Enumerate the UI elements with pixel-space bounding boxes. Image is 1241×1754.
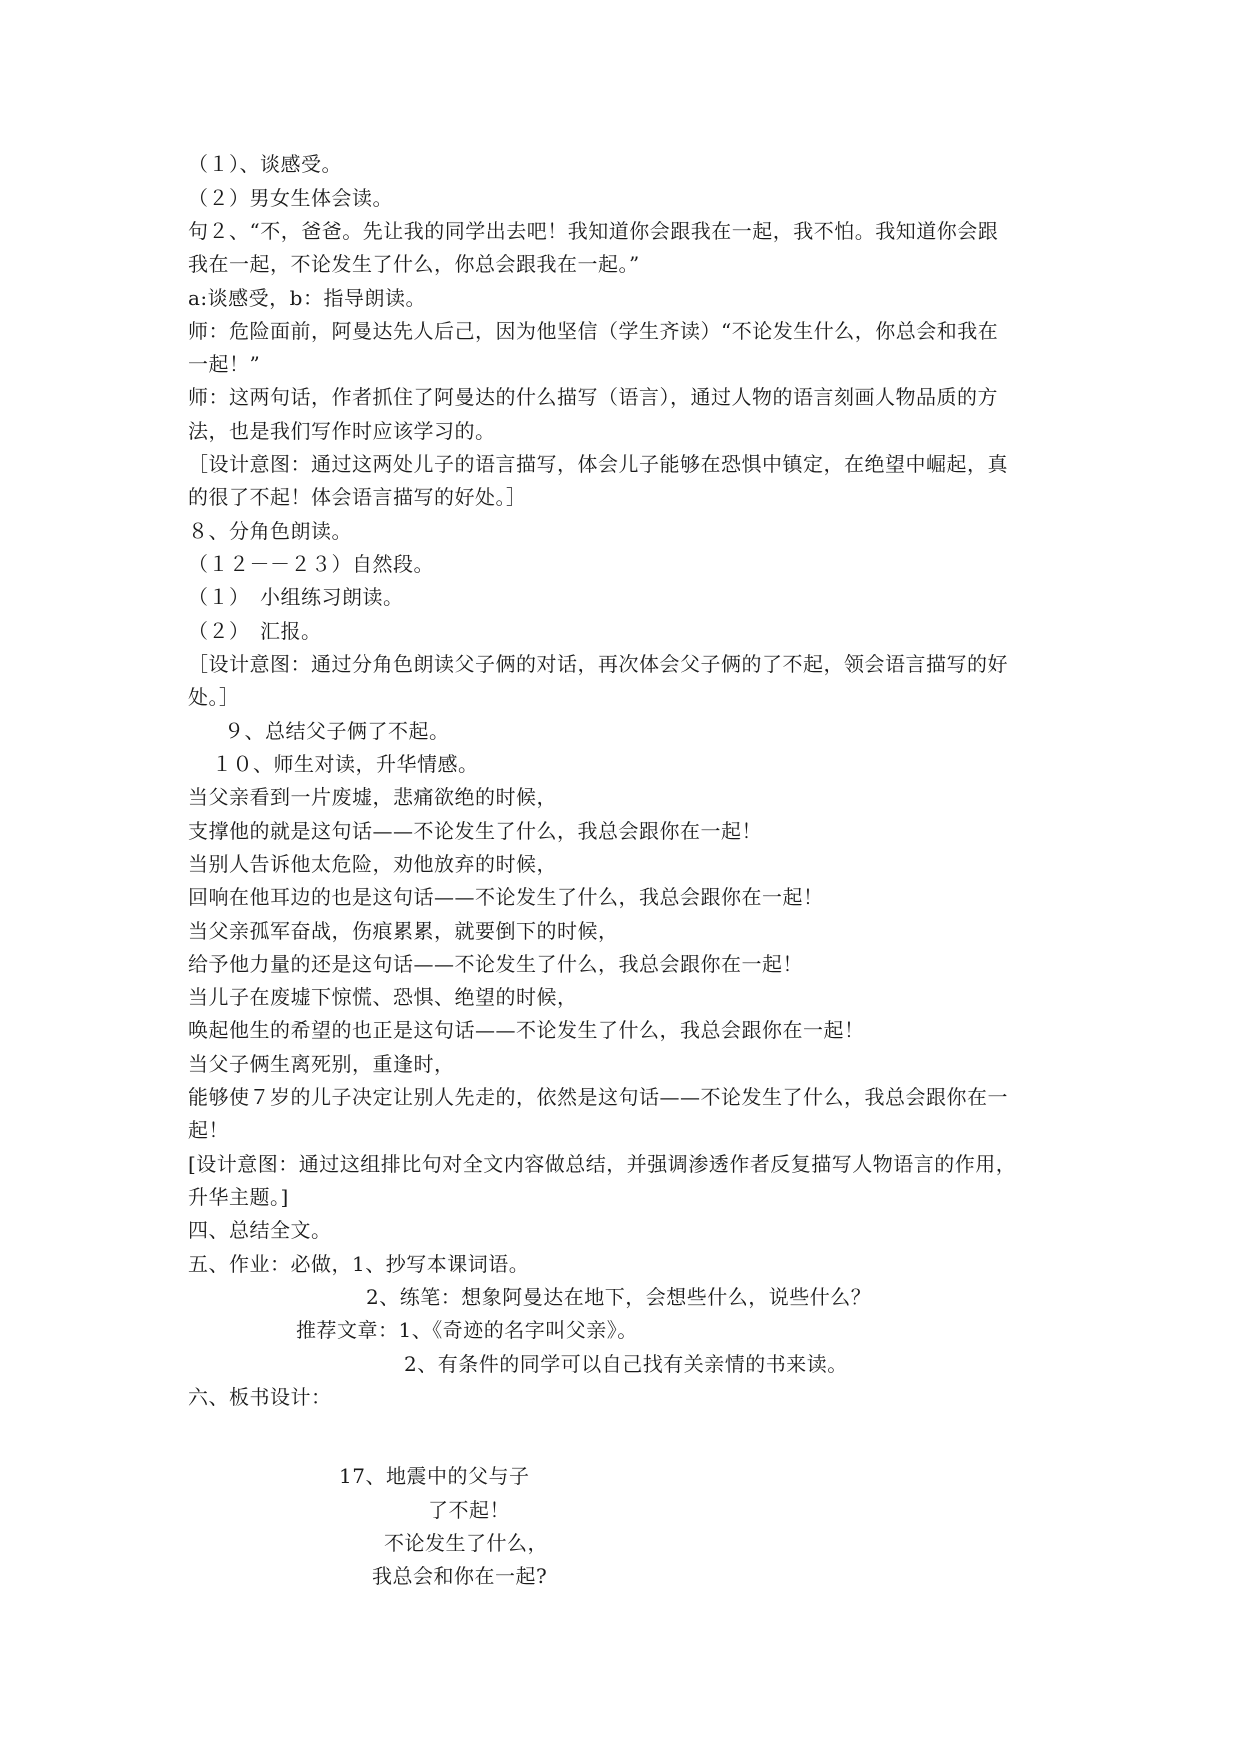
text-line: 法，也是我们写作时应该学习的。 xyxy=(188,419,496,443)
board-line: 不论发生了什么， xyxy=(384,1531,548,1555)
section-heading: ８、分角色朗读。 xyxy=(188,519,352,543)
text-line: 当别人告诉他太危险，劝他放弃的时候， xyxy=(188,852,557,876)
text-line: 师：危险面前，阿曼达先人后己，因为他坚信（学生齐读）“不论发生什么，你总会和我在 xyxy=(188,319,999,343)
section-heading: １０、师生对读，升华情感。 xyxy=(212,752,479,776)
text-line: （１） 小组练习朗读。 xyxy=(188,585,404,609)
text-line: 给予他力量的还是这句话——不论发生了什么，我总会跟你在一起！ xyxy=(188,952,803,976)
text-line: （２）男女生体会读。 xyxy=(188,186,393,210)
text-line: 当父亲看到一片废墟，悲痛欲绝的时候， xyxy=(188,785,557,809)
design-intent-line: 的很了不起！体会语言描写的好处。］ xyxy=(188,485,527,509)
text-line: 当父子俩生离死别，重逢时， xyxy=(188,1052,455,1076)
board-title: 17、地震中的父与子 xyxy=(339,1464,530,1488)
text-line: 起！ xyxy=(188,1118,229,1142)
text-line: （２） 汇报。 xyxy=(188,619,322,643)
design-intent-line: [设计意图：通过这组排比句对全文内容做总结，并强调渗透作者反复描写人物语言的作用， xyxy=(188,1152,1017,1176)
section-heading: 五、作业：必做，1、抄写本课词语。 xyxy=(188,1252,530,1276)
design-intent-line: ［设计意图：通过这两处儿子的语言描写，体会儿子能够在恐惧中镇定，在绝望中崛起，真 xyxy=(188,452,1008,476)
board-line: 了不起！ xyxy=(428,1498,510,1522)
text-line: 一起！” xyxy=(188,352,261,376)
text-line: 2、练笔：想象阿曼达在地下，会想些什么，说些什么？ xyxy=(366,1285,872,1309)
design-intent-line: 处。］ xyxy=(188,685,240,709)
design-intent-line: ［设计意图：通过分角色朗读父子俩的对话，再次体会父子俩的了不起，领会语言描写的好 xyxy=(188,652,1008,676)
text-line: 推荐文章：1、《奇迹的名字叫父亲》。 xyxy=(296,1318,638,1342)
section-heading: 六、板书设计： xyxy=(188,1385,332,1409)
text-line: （１２－－２３）自然段。 xyxy=(188,552,434,576)
text-line: 师：这两句话，作者抓住了阿曼达的什么描写（语言），通过人物的语言刻画人物品质的方 xyxy=(188,385,998,409)
design-intent-line: 升华主题。] xyxy=(188,1185,289,1209)
text-line: 唤起他生的希望的也正是这句话——不论发生了什么，我总会跟你在一起！ xyxy=(188,1018,865,1042)
text-line: 当儿子在废墟下惊慌、恐惧、绝望的时候， xyxy=(188,985,578,1009)
text-line: 句２、“不，爸爸。先让我的同学出去吧！我知道你会跟我在一起，我不怕。我知道你会跟 xyxy=(188,219,999,243)
text-line: 支撑他的就是这句话——不论发生了什么，我总会跟你在一起！ xyxy=(188,819,762,843)
text-line: 当父亲孤军奋战，伤痕累累，就要倒下的时候， xyxy=(188,919,619,943)
text-line: 2、有条件的同学可以自己找有关亲情的书来读。 xyxy=(404,1352,848,1376)
board-line: 我总会和你在一起? xyxy=(372,1564,548,1588)
text-line: 能够使７岁的儿子决定让别人先走的，依然是这句话——不论发生了什么，我总会跟你在一 xyxy=(188,1085,1008,1109)
section-heading: 四、总结全文。 xyxy=(188,1218,332,1242)
section-heading: ９、总结父子俩了不起。 xyxy=(224,719,450,743)
text-line: a:谈感受，b：指导朗读。 xyxy=(188,286,426,310)
text-line: （１）、谈感受。 xyxy=(188,152,342,176)
text-line: 回响在他耳边的也是这句话——不论发生了什么，我总会跟你在一起！ xyxy=(188,885,824,909)
text-line: 我在一起，不论发生了什么，你总会跟我在一起。” xyxy=(188,252,640,276)
